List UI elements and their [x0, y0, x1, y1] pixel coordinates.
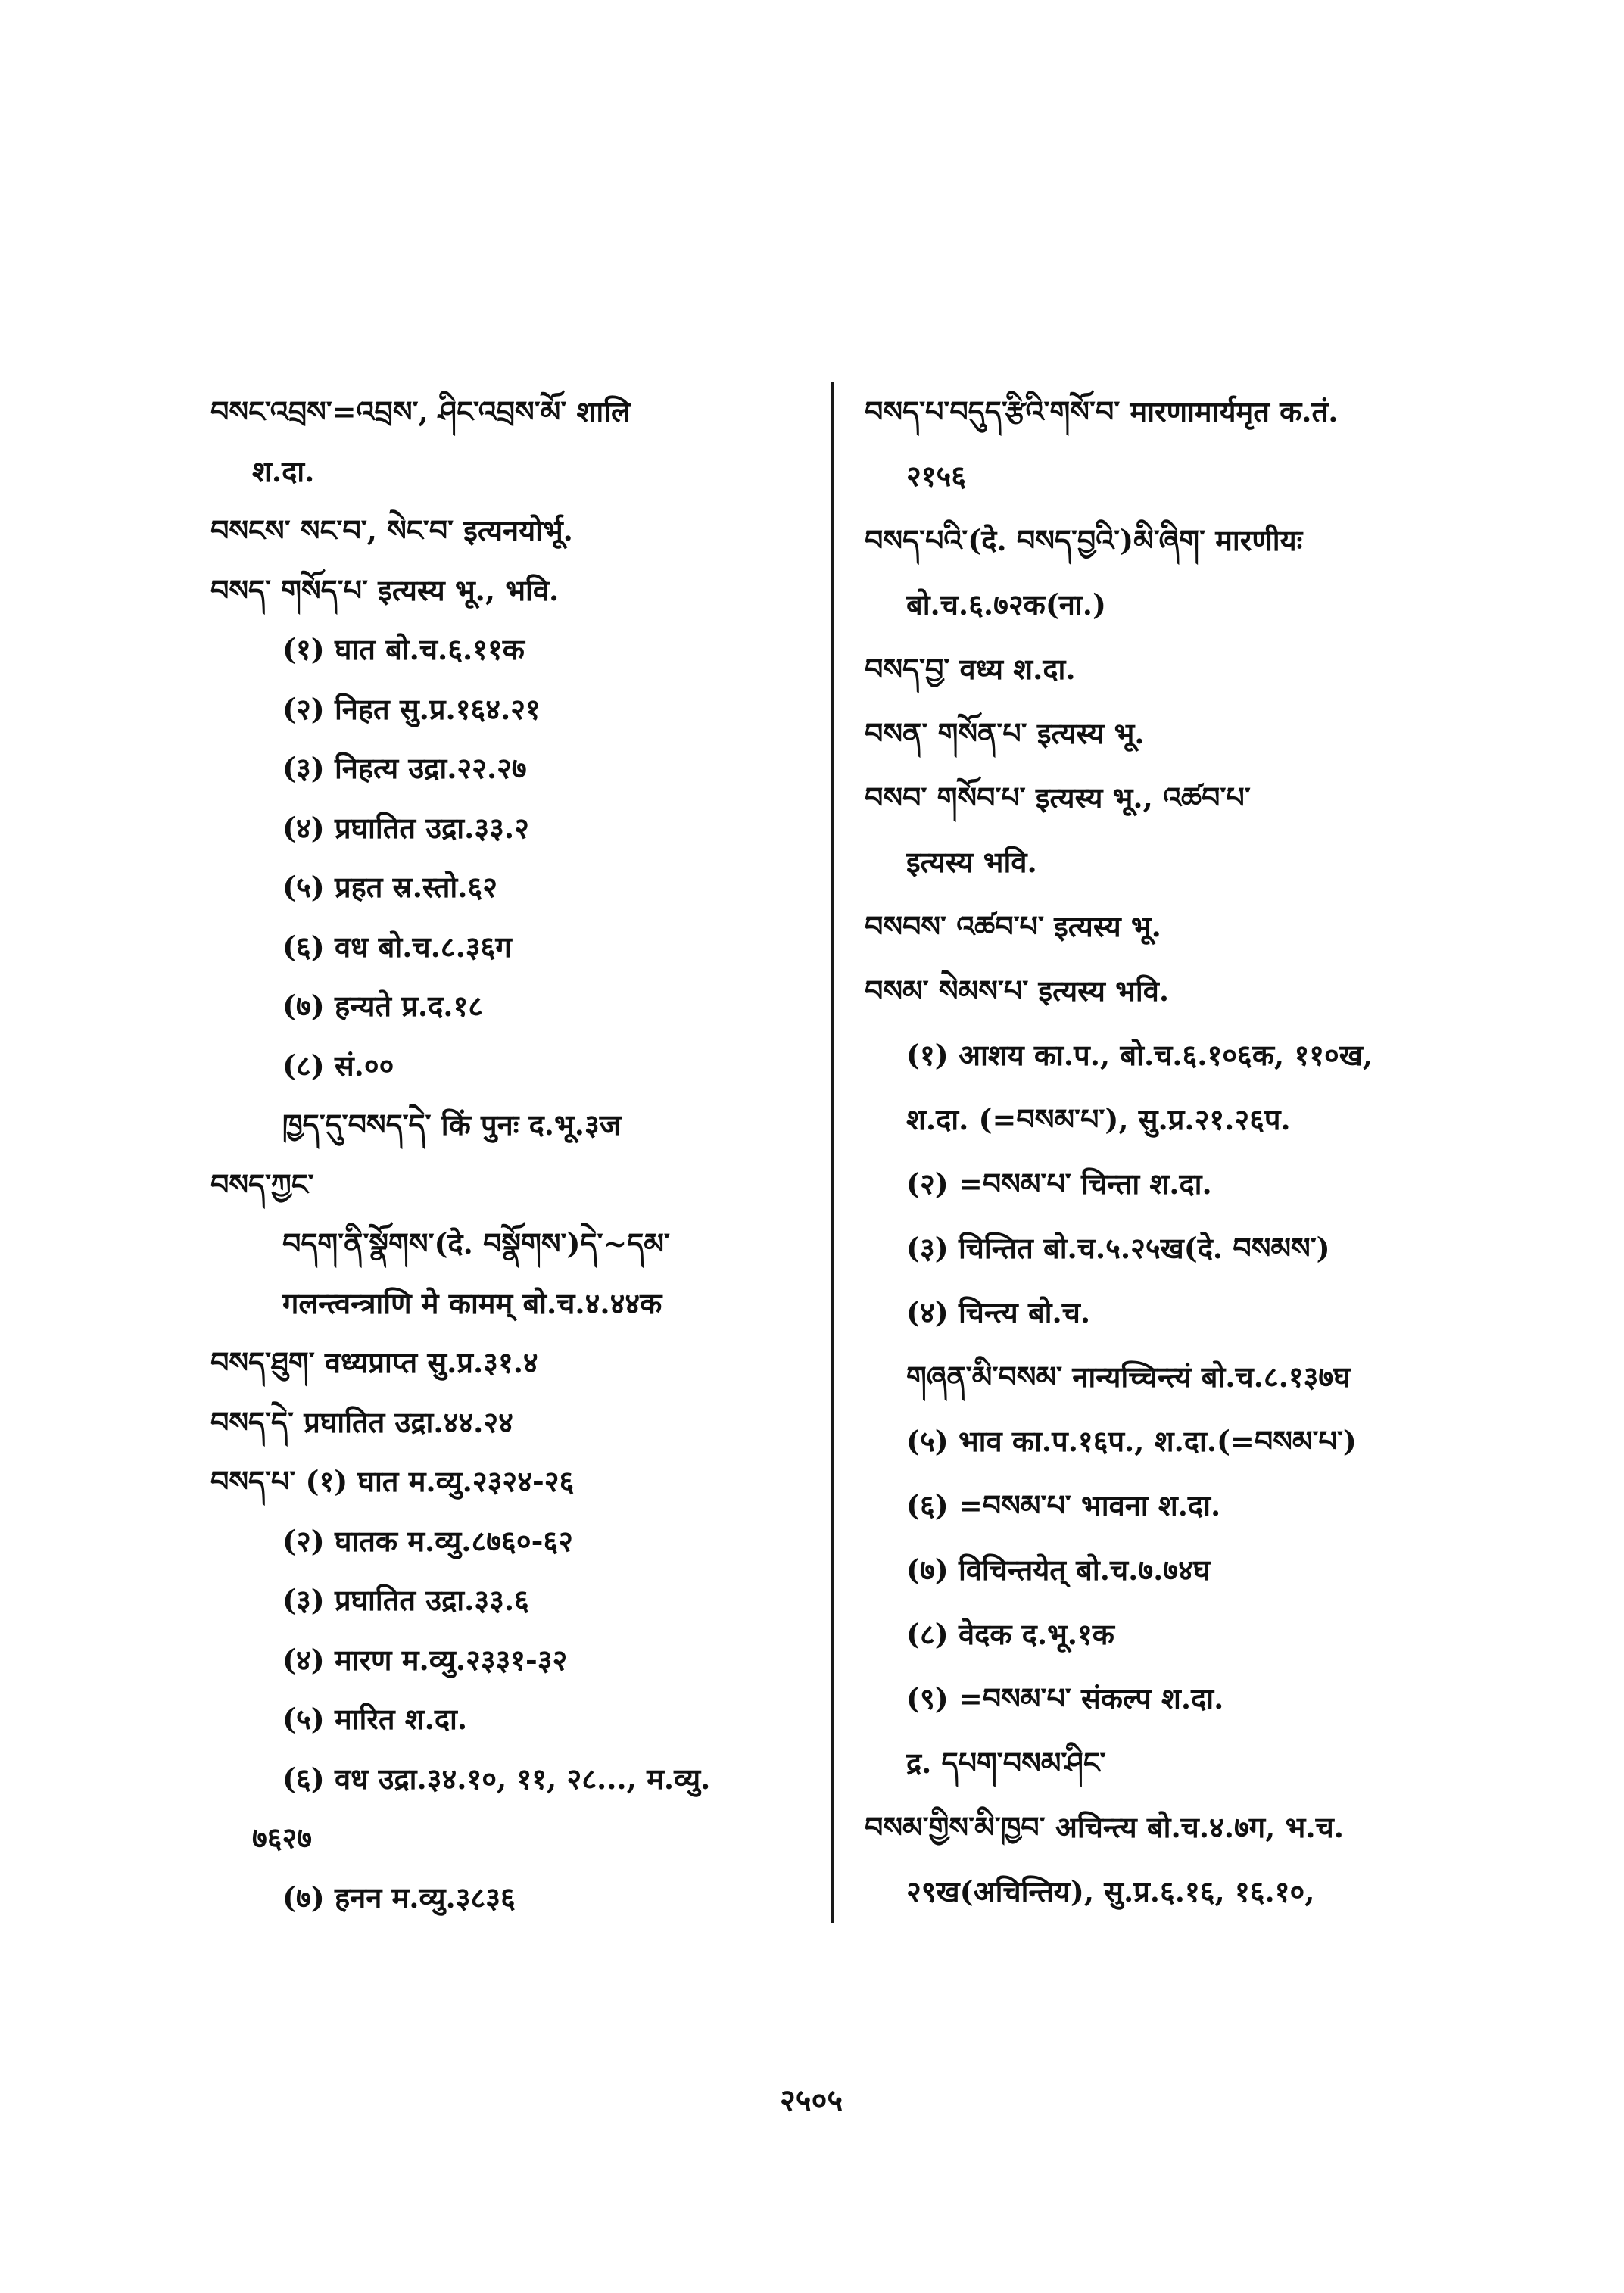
entry-line: (६) वध बो.च.८.३६ग: [282, 929, 512, 964]
entry-line: བསད་པ་ (१) घात म.व्यु.२३२४-२६: [210, 1464, 575, 1498]
entry-line: ७६२७: [252, 1821, 313, 1855]
entry-line: (५) मारित श.दा.: [282, 1702, 468, 1736]
entry-line: (१) आशय का.प., बो.च.६.१०६क, ११०ख,: [906, 1038, 1373, 1072]
entry-line: (३) चिन्तित बो.च.५.२५ख(दे. བསམས་): [906, 1231, 1330, 1265]
entry-line: (६) =བསམ་པ་ भावना श.दा.: [906, 1488, 1221, 1522]
entry-line: (७) विचिन्तयेत् बो.च.७.७४घ: [906, 1553, 1211, 1587]
entry-line: ཁྱད་དུ་བསད་དེ་ किं पुनः द.भू.३ज: [282, 1108, 621, 1142]
entry-line: (३) निहत्य उद्रा.२२.२७: [282, 751, 527, 785]
entry-line: བསད་པའི་(दे. བསད་བྱའི་)མི་ཞིག་ मारणीयः: [865, 523, 1303, 557]
entry-line: द्र. དཔག་བསམ་ཤིང་: [906, 1746, 1106, 1780]
entry-line: (७) हनन म.व्यु.३८३६: [282, 1880, 516, 1914]
entry-line: བསངས་ སང་བ་, སེང་བ་ इत्यनयोर्भू.: [210, 513, 573, 547]
entry-line: (६) वध उद्रा.३४.१०, ११, २८..., म.व्यु.: [282, 1761, 711, 1796]
entry-line: (४) चिन्त्य बो.च.: [906, 1295, 1091, 1329]
entry-line: བསང་འབྲས་=འབྲས་, ཤིང་འབྲས་མོ་ शालि: [210, 394, 631, 428]
entry-line: བསབ་ གསོབ་པ་ इत्यस्य भू., འཚབ་པ་: [865, 780, 1251, 815]
entry-line: (२) घातक म.व्यु.८७६०-६२: [282, 1523, 573, 1558]
entry-line: (२) निहत सु.प्र.१६४.२१: [282, 691, 541, 726]
page-number: २५०५: [780, 2083, 843, 2118]
entry-line: བསད་ཐུག་ वध्यप्राप्त सु.प्र.३१.४: [210, 1345, 538, 1379]
entry-line: (५) भाव का.प.१६प., श.दा.(=བསམ་པ་): [906, 1424, 1357, 1458]
entry-line: श.दा.: [252, 453, 315, 488]
entry-line: (८) सं.००: [282, 1048, 394, 1083]
column-divider: [831, 382, 834, 1923]
entry-line: (२) =བསམ་པ་ चिन्ता श.दा.: [906, 1167, 1212, 1201]
entry-line: २९ख(अचिन्तिय), सु.प्र.६.१६, १६.१०,: [906, 1874, 1315, 1908]
entry-line: གཞན་མི་བསམ་ नान्यच्चिन्त्यं बो.च.८.१३७घ: [906, 1360, 1351, 1394]
entry-line: श.दा. (=བསམ་པ་), सु.प्र.२१.२६प.: [906, 1102, 1291, 1136]
entry-line: བསད་དེ་ प्रघातित उद्रा.४४.२४: [210, 1404, 513, 1439]
entry-line: (९) =བསམ་པ་ संकल्प श.दा.: [906, 1681, 1224, 1715]
entry-line: བསམ་གྱིས་མི་ཁྱབ་ अचिन्त्य बो.च.४.७ग, भ.च.: [865, 1810, 1344, 1844]
entry-line: (५) प्रहत स्र.स्तो.६२: [282, 870, 497, 904]
entry-line: བསན་ གསོན་པ་ इत्यस्य भू.: [865, 716, 1145, 750]
entry-line: २१५६: [906, 459, 967, 493]
entry-line: (१) घात बो.च.६.११क: [282, 632, 525, 666]
entry-line: བསད་བྱ་ वध्य श.दा.: [865, 652, 1076, 686]
entry-line: བསམ་ སེམས་པ་ इत्यस्य भवि.: [865, 974, 1170, 1008]
entry-line: गलन्त्वन्त्राणि मे कामम् बो.च.४.४४क: [282, 1285, 662, 1320]
entry-line: བསད་པ་བདུད་རྩིའི་གསོ་བ་ मारणामार्यमृत क.तं.: [865, 394, 1339, 428]
entry-line: बो.च.६.७२क(ना.): [906, 587, 1106, 622]
entry-line: (३) प्रघातित उद्रा.३३.६: [282, 1583, 529, 1617]
entry-line: इत्यस्य भवि.: [906, 845, 1037, 879]
entry-line: བསད་ཀྱང་: [210, 1167, 314, 1201]
entry-line: (७) हन्यते प्र.द.१८: [282, 989, 484, 1023]
entry-line: (४) प्रघातित उद्रा.३३.२: [282, 810, 529, 845]
entry-line: བསད་ གསོད་པ་ इत्यस्य भू., भवि.: [210, 572, 560, 607]
entry-line: (४) मारण म.व्यु.२३३१-३२: [282, 1642, 568, 1677]
entry-line: བསབས་ འཚབ་པ་ इत्यस्य भू.: [865, 909, 1161, 943]
entry-line: (८) वेदक द.भू.१क: [906, 1617, 1114, 1651]
entry-line: བདག་ནི་སྣོགས་(दे. བསྣོགས་)དེ་~དམ་: [282, 1226, 670, 1260]
